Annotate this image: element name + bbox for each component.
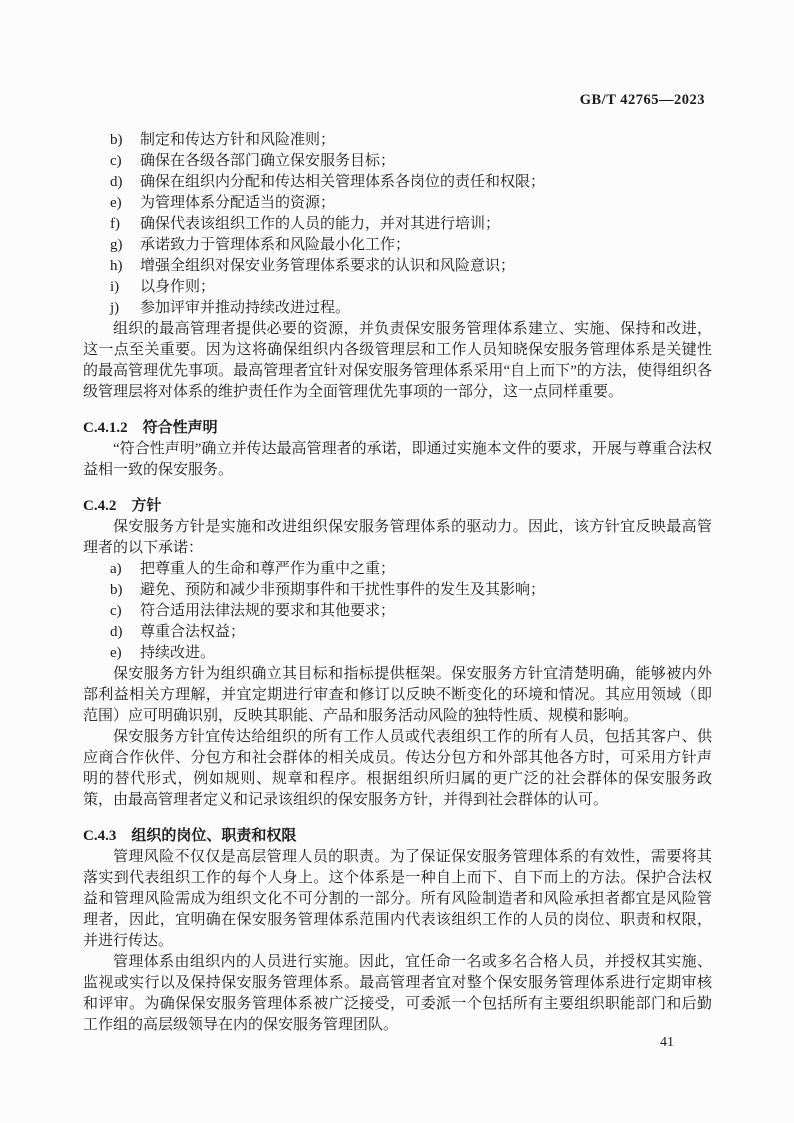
paragraph-top-management: 组织的最高管理者提供必要的资源，并负责保安服务管理体系建立、实施、保持和改进，这一点至关重要。因为这将确保组织内各级管理层和工作人员知晓保安服务管理体系是关键性的最高管理优先事项。最高管理者宜针对保安服务管理体系采用“自上而下”的方法，使得组织各级管理层将对体系的维护责任作为全面管理优先事项的一部分，这一点同样重要。: [83, 321, 712, 400]
paragraph-policy-framework: 保安服务方针为组织确立其目标和指标提供框架。保安服务方针宜清楚明确，能够被内外部利益相关方理解，并宜定期进行审查和修订以反映不断变化的环境和情况。其应用领域（即范围）应可明确识别，反映其职能、产品和服务活动风险的独特性质、规模和影响。: [83, 666, 712, 724]
section-heading-c43: [83, 825, 712, 847]
list-item-marker: i): [110, 279, 120, 295]
standard-number: GB/T 42765—2023: [579, 92, 705, 108]
commitment-list: [83, 130, 712, 319]
list-item: [110, 214, 712, 235]
list-item-text: 制定和传达方针和风险准则；: [140, 132, 336, 148]
list-item-marker: h): [110, 258, 123, 274]
list-item-text: 尊重合法权益；: [140, 624, 246, 640]
list-item: [110, 193, 712, 214]
list-item-marker: c): [110, 603, 122, 619]
page-header: [580, 92, 705, 109]
list-item-marker: g): [110, 237, 123, 253]
section-heading-c412: [83, 417, 712, 439]
list-item: [110, 235, 712, 256]
list-item: [110, 151, 712, 172]
paragraph-policy-communication: 保安服务方针宜传达给组织的所有工作人员或代表组织工作的所有人员，包括其客户、供应商合作伙伴、分包方和社会群体的相关成员。传达分包方和外部其他各方时，可采用方针声明的替代形式，例如规则、规章和程序。根据组织所归属的更广泛的社会群体的保安服务政策，由最高管理者定义和记录该组织的保安服务方针，并得到社会群体的认可。: [83, 729, 712, 808]
list-item-marker: c): [110, 153, 122, 169]
list-item-text: 承诺致力于管理体系和风险最小化工作；: [140, 237, 411, 253]
list-item: [110, 256, 712, 277]
list-item-marker: d): [110, 174, 123, 190]
page-number: 41: [660, 1035, 674, 1050]
list-item-marker: b): [110, 582, 123, 598]
document-content: [83, 130, 712, 1036]
list-item-marker: d): [110, 624, 123, 640]
paragraph-conformity-statement: “符合性声明”确立并传达最高管理者的承诺，即通过实施本文件的要求，开展与尊重合法权益相一致的保安服务。: [83, 441, 712, 478]
list-item-text: 持续改进。: [140, 645, 216, 661]
list-item: [110, 580, 712, 601]
list-item-text: 符合适用法律法规的要求和其他要求；: [140, 603, 396, 619]
list-item: [110, 130, 712, 151]
list-item-marker: e): [110, 645, 122, 661]
list-item-marker: a): [110, 561, 122, 577]
list-item-text: 确保在各级各部门确立保安服务目标；: [140, 153, 396, 169]
list-item: [110, 277, 712, 298]
list-item-text: 确保代表该组织工作的人员的能力，并对其进行培训；: [140, 216, 501, 232]
list-item-text: 把尊重人的生命和尊严作为重中之重；: [140, 561, 396, 577]
list-item: [110, 622, 712, 643]
list-item-text: 为管理体系分配适当的资源；: [140, 195, 336, 211]
paragraph-policy-intro: 保安服务方针是实施和改进组织保安服务管理体系的驱动力。因此，该方针宜反映最高管理者的以下承诺：: [83, 519, 712, 556]
list-item-marker: e): [110, 195, 122, 211]
list-item-text: 避免、预防和减少非预期事件和干扰性事件的发生及其影响；: [140, 582, 546, 598]
list-item: [110, 298, 712, 319]
section-title: 组织的岗位、职责和权限: [131, 827, 297, 844]
paragraph-system-implementation: 管理体系由组织内的人员进行实施。因此，宜任命一名或多名合格人员，并授权其实施、监视或实行以及保持保安服务管理体系。最高管理者宜对整个保安服务管理体系进行定期审核和评审。为确保保安服务管理体系被广泛接受，可委派一个包括所有主要组织职能部门和后勤工作组的高层级领导在内的保安服务管理团队。: [83, 954, 712, 1033]
list-item-text: 参加评审并推动持续改进过程。: [140, 300, 351, 316]
section-number: C.4.1.2: [83, 420, 128, 436]
list-item: [110, 643, 712, 664]
list-item-text: 增强全组织对保安业务管理体系要求的认识和风险意识；: [140, 258, 516, 274]
list-item: [110, 172, 712, 193]
list-item: [110, 559, 712, 580]
list-item-marker: b): [110, 132, 123, 148]
policy-list: [83, 559, 712, 664]
paragraph-risk-responsibility: 管理风险不仅仅是高层管理人员的职责。为了保证保安服务管理体系的有效性，需要将其落实到代表组织工作的每个人身上。这个体系是一种自上而下、自下而上的方法。保护合法权益和管理风险需成为组织文化不可分割的一部分。所有风险制造者和风险承担者都宜是风险管理者，因此，宜明确在保安服务管理体系范围内代表该组织工作的人员的岗位、职责和权限，并进行传达。: [83, 849, 712, 949]
list-item-text: 以身作则；: [140, 279, 216, 295]
list-item-text: 确保在组织内分配和传达相关管理体系各岗位的责任和权限；: [140, 174, 546, 190]
section-number: C.4.2: [83, 498, 117, 514]
section-title: 符合性声明: [142, 419, 218, 436]
section-title: 方针: [131, 497, 162, 514]
section-number: C.4.3: [83, 828, 117, 844]
list-item-marker: f): [110, 216, 120, 232]
list-item: [110, 601, 712, 622]
section-heading-c42: [83, 495, 712, 517]
list-item-marker: j): [110, 300, 120, 316]
